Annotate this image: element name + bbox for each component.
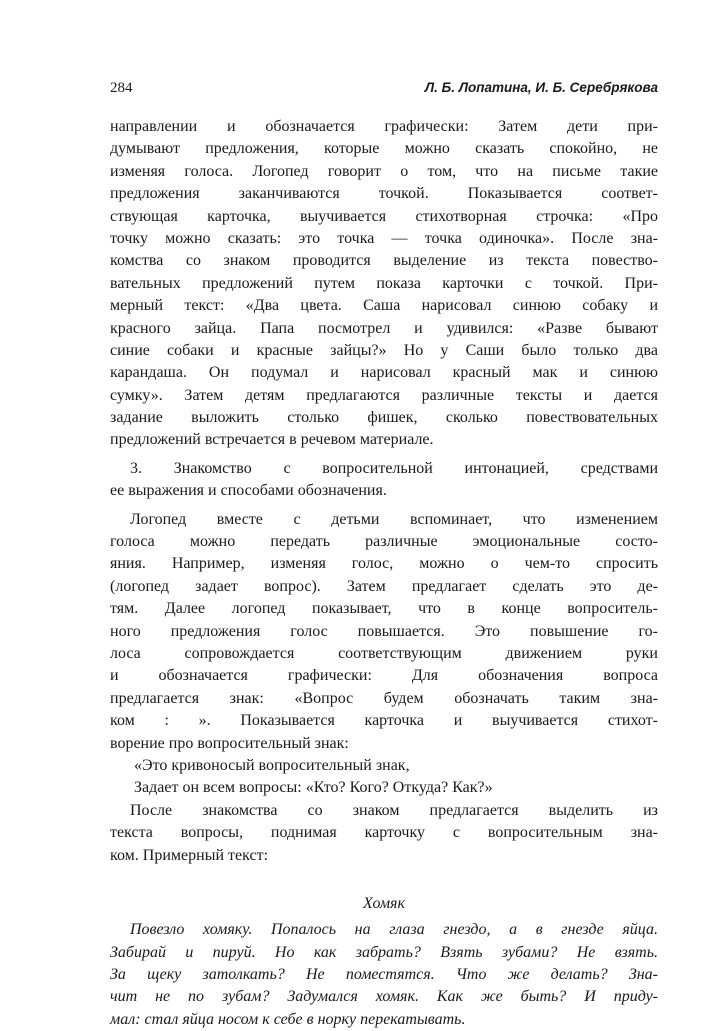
text-line: тям. Далее логопед показывает, что в конце вопроситель- (110, 600, 658, 618)
text-line: красного зайца. Папа посмотрел и удивился: «Разве бывают (110, 319, 658, 337)
story-line: чит не по зубам? Задумался хомяк. Как же быть? И приду- (110, 988, 658, 1006)
paragraph-3 (110, 509, 658, 755)
text-line: сумку». Затем детям предлагаются различные тексты и дается (110, 386, 658, 404)
text-line: ствующая карточка, выучивается стихотворная строчка: «Про (110, 207, 658, 225)
text-line: ком. Примерный текст: (110, 846, 269, 864)
text-line: карандаша. Он подумал и нарисовал красный мак и синюю (110, 364, 658, 382)
text-line: изменяя голоса. Логопед говорит о том, что на письме такие (110, 162, 658, 180)
text-line: ного предложения голос повышается. Это повышение го- (110, 622, 658, 640)
poem (110, 755, 658, 800)
page-body (110, 116, 658, 1031)
paragraph-2 (110, 458, 658, 503)
text-line: направлении и обозначается графически: Затем дети при- (110, 118, 658, 135)
page-number: 284 (110, 80, 133, 96)
running-title: Л. Б. Лопатина, И. Б. Серебрякова (424, 80, 658, 95)
story-line: мал: стал яйца носом к себе в норку перекатывать. (110, 1010, 466, 1028)
text-line: думывают предложения, которые можно сказать спокойно, не (110, 140, 658, 158)
story-line: Повезло хомяку. Попалось на глаза гнездо, а в гнезде яйца. (130, 921, 658, 939)
text-line: 3. Знакомство с вопросительной интонацией, средствами (130, 459, 658, 477)
text-line: предложения заканчиваются точкой. Показывается соответ- (110, 185, 658, 203)
text-line: предлагается знак: «Вопрос будем обозначать таким зна- (110, 689, 658, 707)
text-line: мерный текст: «Два цвета. Саша нарисовал синюю собаку и (110, 297, 658, 315)
text-line: голоса можно передать различные эмоциональные состо- (110, 533, 658, 551)
text-line: вательных предложений путем показа карточки с точкой. При- (110, 274, 658, 292)
text-line: ворение про вопросительный знак: (110, 734, 349, 752)
text-line: задание выложить столько фишек, сколько повествовательных (110, 409, 658, 427)
running-header (110, 80, 658, 102)
text-line: текста вопросы, поднимая карточку с вопросительным зна- (110, 824, 658, 842)
poem-line: Задает он всем вопросы: «Кто? Кого? Откуда? Как?» (134, 779, 493, 797)
text-line: точку можно сказать: это точка — точка одиночка». После зна- (110, 229, 658, 247)
story-line: Забирай и пируй. Но как забрать? Взять зубами? Не взять. (110, 943, 658, 961)
paragraph-4 (110, 800, 658, 867)
text-line: предложений встречается в речевом материале. (110, 431, 434, 449)
text-line: лоса сопровождается соответствующим движением руки (110, 644, 658, 662)
text-line: комства со знаком проводится выделение из текста повество- (110, 252, 658, 270)
paragraph-1 (110, 116, 658, 452)
text-line: и обозначается графически: Для обозначения вопроса (110, 667, 658, 685)
text-line: ком : ». Показывается карточка и выучивается стихот- (110, 712, 658, 730)
text-line: Логопед вместе с детьми вспоминает, что изменением (130, 510, 658, 528)
text-line: ее выражения и способами обозначения. (110, 482, 387, 500)
poem-line: «Это кривоносый вопросительный знак, (134, 756, 410, 774)
text-line: (логопед задает вопрос). Затем предлагает сделать это де- (110, 577, 658, 595)
story-text (110, 919, 658, 1031)
text-line: яния. Например, изменяя голос, можно о чем-то спросить (110, 555, 658, 573)
story-title: Хомяк (363, 894, 405, 912)
text-line: После знакомства со знаком предлагается выделить из (130, 801, 658, 819)
story-line: За щеку затолкать? Не поместятся. Что же делать? Зна- (110, 966, 658, 984)
spacer (110, 867, 658, 893)
text-line: синие собаки и красные зайцы?» Но у Саши было только два (110, 341, 658, 359)
